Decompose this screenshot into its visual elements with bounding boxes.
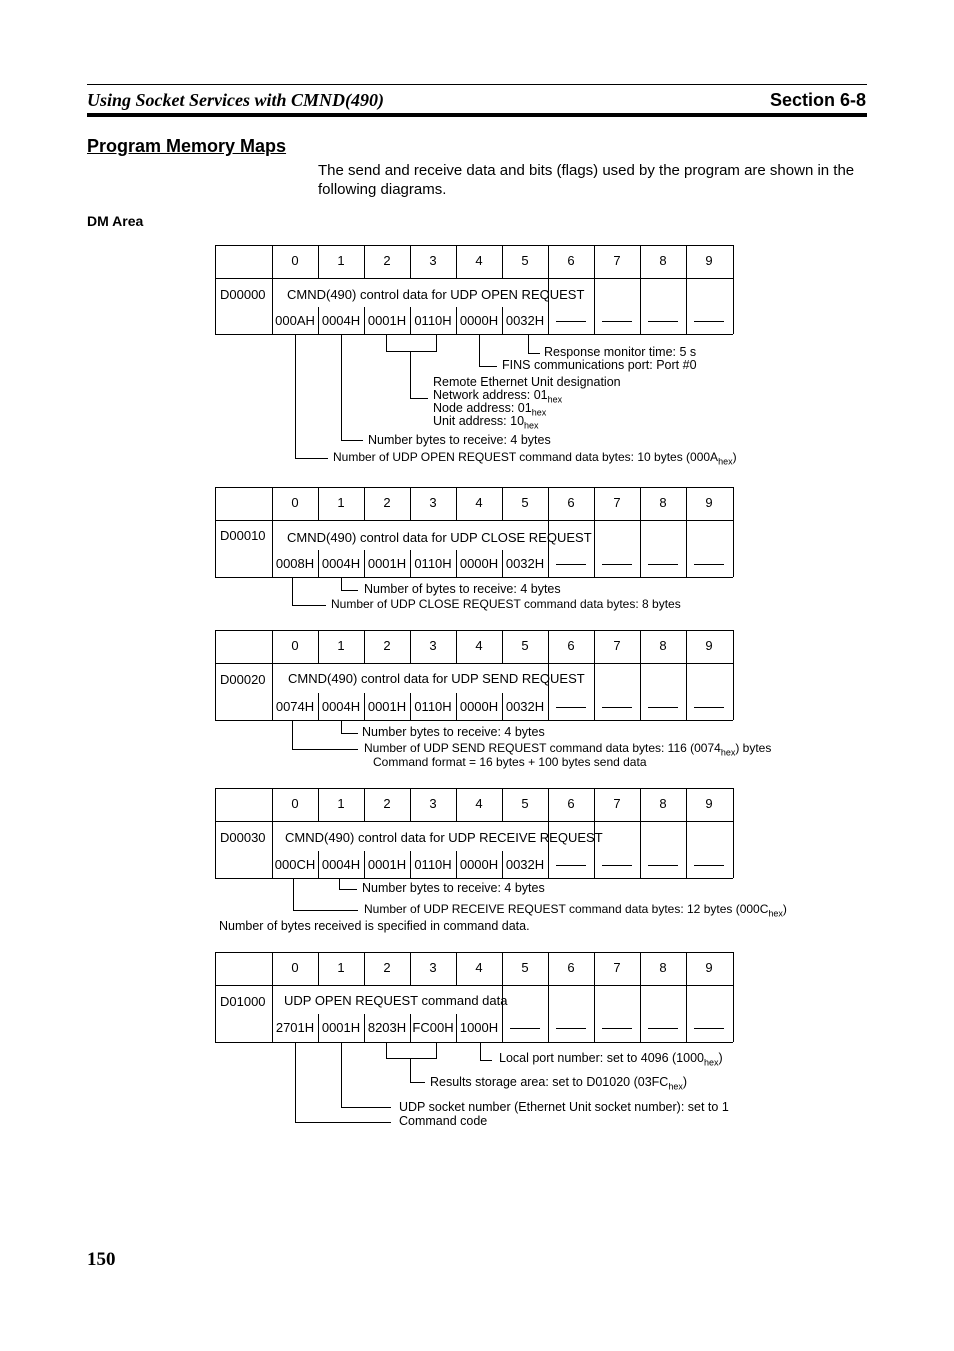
value-cell: FC00H [412,1020,454,1035]
address-label: D00010 [220,528,266,543]
column-header-0: 0 [291,638,299,653]
column-header-8: 8 [659,638,667,653]
column-header-3: 3 [429,638,437,653]
value-cell: 0032H [505,313,545,328]
column-header-1: 1 [337,253,345,268]
column-header-4: 4 [475,495,483,510]
column-header-6: 6 [567,960,575,975]
section-heading: Program Memory Maps [87,136,287,156]
value-cell: 0004H [321,699,361,714]
address-label: D00030 [220,830,266,845]
column-header-7: 7 [613,638,621,653]
value-cell: 0000H [459,556,499,571]
header-title: Using Socket Services with CMND(490) [87,90,384,110]
note-response-monitor: Response monitor time: 5 s [544,345,697,359]
address-label: D00020 [220,672,266,687]
value-cell: 0000H [459,313,499,328]
empty-cell-dash [556,1028,586,1029]
column-header-1: 1 [337,638,345,653]
subheading-dm-area: DM Area [87,213,144,229]
empty-cell-dash [694,865,724,866]
note-results-storage: Results storage area: set to D01020 $(03FC_{hex})$ [430,1075,688,1092]
note-command-code: Command code [399,1114,488,1128]
note-local-port: Local port number: set to 4096 $(1000_{hex})$ [499,1051,723,1068]
empty-cell-dash [602,564,632,565]
column-header-0: 0 [291,253,299,268]
column-header-2: 2 [383,638,391,653]
value-cell: 0001H [367,699,407,714]
column-header-4: 4 [475,960,483,975]
column-header-7: 7 [613,960,621,975]
column-header-6: 6 [567,253,575,268]
page-number: 150 [87,1249,116,1270]
note-fins-port: FINS communications port: Port #0 [502,358,697,372]
column-header-5: 5 [521,960,529,975]
column-header-4: 4 [475,638,483,653]
note-bytes-received: Number of bytes received is specified in command data. [219,919,530,933]
intro-paragraph: The send and receive data and bits (flags) used by the program are shown in the following diagrams. [318,162,855,198]
column-header-2: 2 [383,495,391,510]
column-header-7: 7 [613,253,621,268]
empty-cell-dash [648,321,678,322]
note-receive-bytes: Number of UDP RECEIVE REQUEST command data bytes: 12 bytes $(000C_{hex})$ [364,902,787,919]
column-header-6: 6 [567,796,575,811]
column-header-1: 1 [337,960,345,975]
empty-cell-dash [694,707,724,708]
column-header-3: 3 [429,960,437,975]
empty-cell-dash [648,1028,678,1029]
empty-cell-dash [648,865,678,866]
column-header-8: 8 [659,796,667,811]
column-header-9: 9 [705,253,713,268]
column-header-0: 0 [291,960,299,975]
value-cell: 0110H [414,556,452,571]
note-bytes-receive: Number bytes to receive: 4 bytes [368,433,551,447]
value-cell: 8203H [367,1020,407,1035]
note-node-address: Node address: $01_{hex}$ [433,401,547,418]
column-header-1: 1 [337,796,345,811]
column-header-3: 3 [429,796,437,811]
note-remote-unit: Remote Ethernet Unit designation [433,375,621,389]
value-cell: 000CH [274,857,316,872]
control-data-caption: UDP OPEN REQUEST command data [284,993,508,1008]
empty-cell-dash [648,564,678,565]
value-cell: 0001H [367,313,407,328]
empty-cell-dash [602,321,632,322]
value-cell: 0008H [275,556,315,571]
column-header-2: 2 [383,960,391,975]
note-network-address: Network address: $01_{hex}$ [433,388,563,405]
empty-cell-dash [556,564,586,565]
value-cell: 0032H [505,699,545,714]
value-cell: 0110H [414,857,452,872]
value-cell: 0074H [275,699,315,714]
empty-cell-dash [694,564,724,565]
value-cell: 0110H [414,699,452,714]
note-send-bytes: Number of UDP SEND REQUEST command data bytes: 116 $(0074_{hex})$ bytes [364,741,772,758]
control-data-caption: CMND(490) control data for UDP CLOSE REQUEST [287,530,592,545]
column-header-5: 5 [521,796,529,811]
column-header-8: 8 [659,253,667,268]
empty-cell-dash [602,865,632,866]
value-cell: 0032H [505,857,545,872]
value-cell: 0032H [505,556,545,571]
column-header-9: 9 [705,796,713,811]
value-cell: 2701H [275,1020,315,1035]
note-unit-address: Unit address: $10_{hex}$ [433,414,539,431]
empty-cell-dash [602,707,632,708]
empty-cell-dash [556,865,586,866]
column-header-3: 3 [429,495,437,510]
control-data-caption: CMND(490) control data for UDP SEND REQUEST [288,671,585,686]
column-header-8: 8 [659,495,667,510]
column-header-4: 4 [475,796,483,811]
control-data-caption: CMND(490) control data for UDP OPEN REQUEST [287,287,585,302]
note-udp-socket: UDP socket number (Ethernet Unit socket number): set to 1 [399,1100,729,1114]
note-receive-bytes-receive: Number bytes to receive: 4 bytes [362,881,545,895]
value-cell: 0004H [321,313,361,328]
column-header-5: 5 [521,638,529,653]
empty-cell-dash [510,1028,540,1029]
value-cell: 0001H [367,556,407,571]
empty-cell-dash [694,1028,724,1029]
control-data-caption: CMND(490) control data for UDP RECEIVE REQUEST [285,830,603,845]
note-command-format: Command format = 16 bytes + 100 bytes send data [373,755,647,769]
note-close-bytes-receive: Number of bytes to receive: 4 bytes [364,582,561,596]
header-section: Section 6-8 [769,90,866,110]
value-cell: 0000H [459,857,499,872]
empty-cell-dash [694,321,724,322]
column-header-0: 0 [291,796,299,811]
column-header-5: 5 [521,495,529,510]
column-header-4: 4 [475,253,483,268]
column-header-7: 7 [613,495,621,510]
column-header-5: 5 [521,253,529,268]
note-open-bytes: Number of UDP OPEN REQUEST command data bytes: 10 bytes $(000A_{hex})$ [333,450,737,467]
column-header-8: 8 [659,960,667,975]
column-header-6: 6 [567,638,575,653]
empty-cell-dash [556,707,586,708]
column-header-6: 6 [567,495,575,510]
value-cell: 000AH [275,313,315,328]
column-header-9: 9 [705,495,713,510]
column-header-7: 7 [613,796,621,811]
value-cell: 0004H [321,556,361,571]
address-label: D00000 [220,287,266,302]
column-header-2: 2 [383,253,391,268]
column-header-9: 9 [705,638,713,653]
column-header-1: 1 [337,495,345,510]
value-cell: 0110H [414,313,452,328]
value-cell: 0001H [321,1020,361,1035]
address-label: D01000 [220,994,266,1009]
column-header-9: 9 [705,960,713,975]
empty-cell-dash [648,707,678,708]
value-cell: 0004H [321,857,361,872]
value-cell: 1000H [459,1020,499,1035]
note-send-bytes-receive: Number bytes to receive: 4 bytes [362,725,545,739]
value-cell: 0000H [459,699,499,714]
column-header-3: 3 [429,253,437,268]
column-header-0: 0 [291,495,299,510]
empty-cell-dash [556,321,586,322]
value-cell: 0001H [367,857,407,872]
empty-cell-dash [602,1028,632,1029]
column-header-2: 2 [383,796,391,811]
note-close-bytes: Number of UDP CLOSE REQUEST command data bytes: 8 bytes [331,597,681,611]
